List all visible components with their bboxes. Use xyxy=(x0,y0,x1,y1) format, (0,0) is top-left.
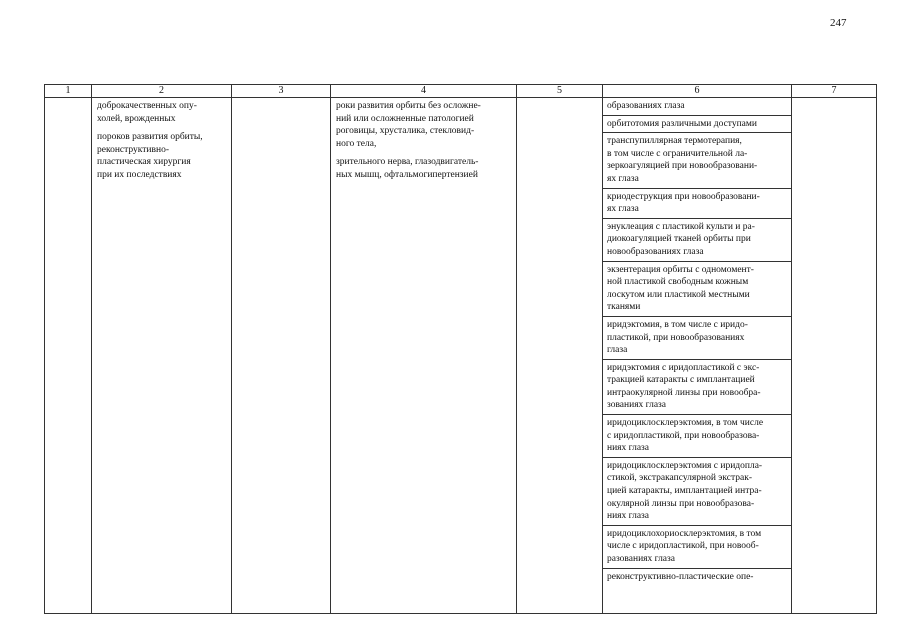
table-header-row xyxy=(45,85,877,98)
cell-col5 xyxy=(517,98,603,614)
procedure-item: иридэктомия, в том числе с иридо- пластикой, при новообразованиях глаза xyxy=(603,317,791,360)
column-header-4: 4 xyxy=(331,85,517,98)
column-header-5: 5 xyxy=(517,85,603,98)
procedure-item: иридоциклосклерэктомия с иридопла- стикой, экстракапсулярной экстрак- цией катаракты, имплантацией интра- окулярной линзы при новообразова- ниях глаза xyxy=(603,458,791,526)
column-header-6: 6 xyxy=(603,85,792,98)
table-row xyxy=(45,98,877,614)
cell-col7 xyxy=(792,98,877,614)
diagnosis-text: пороков развития орбиты, реконструктивно- пластическая хирургия при их последствиях xyxy=(97,132,203,180)
procedure-item: энуклеация с пластикой культи и ра- диокоагуляцией тканей орбиты при новообразованиях глаза xyxy=(603,219,791,262)
column-header-3: 3 xyxy=(232,85,331,98)
model-patient-text: зрительного нерва, глазодвигатель- ных мышц, офтальмогипертензией xyxy=(336,157,479,180)
cell-col4 xyxy=(331,98,517,614)
page-number: 247 xyxy=(830,17,847,29)
procedures-table xyxy=(44,84,877,614)
procedure-item: транспупиллярная термотерапия, в том числе с ограничительной ла- зеркоагуляцией при новообразовани- ях глаза xyxy=(603,133,791,188)
cell-col6-procedures xyxy=(603,98,792,614)
diagnosis-text: доброкачественных опу- холей, врожденных xyxy=(97,101,197,124)
column-header-1: 1 xyxy=(45,85,92,98)
procedure-item: иридоциклохориосклерэктомия, в том числе с иридопластикой, при новооб- разованиях глаза xyxy=(603,526,791,569)
procedure-item: экзентерация орбиты с одномомент- ной пластикой свободным кожным лоскутом или пластикой местными тканями xyxy=(603,262,791,317)
procedure-item: иридоциклосклерэктомия, в том числе с иридопластикой, при новообразова- ниях глаза xyxy=(603,415,791,458)
procedure-item: иридэктомия с иридопластикой с экс- тракцией катаракты с имплантацией интраокулярной линзы при новообра- зованиях глаза xyxy=(603,360,791,415)
cell-col3 xyxy=(232,98,331,614)
model-patient-text: роки развития орбиты без осложне- ний или осложненные патологией роговицы, хрусталика, стекловид- ного тела, xyxy=(336,101,481,149)
procedure-item: орбитотомия различными доступами xyxy=(603,116,791,134)
procedure-item: реконструктивно-пластические опе- xyxy=(607,571,754,582)
procedure-item: образованиях глаза xyxy=(603,98,791,116)
cell-col1 xyxy=(45,98,92,614)
column-header-7: 7 xyxy=(792,85,877,98)
procedure-item: криодеструкция при новообразовани- ях глаза xyxy=(603,189,791,219)
cell-col2 xyxy=(92,98,232,614)
column-header-2: 2 xyxy=(92,85,232,98)
